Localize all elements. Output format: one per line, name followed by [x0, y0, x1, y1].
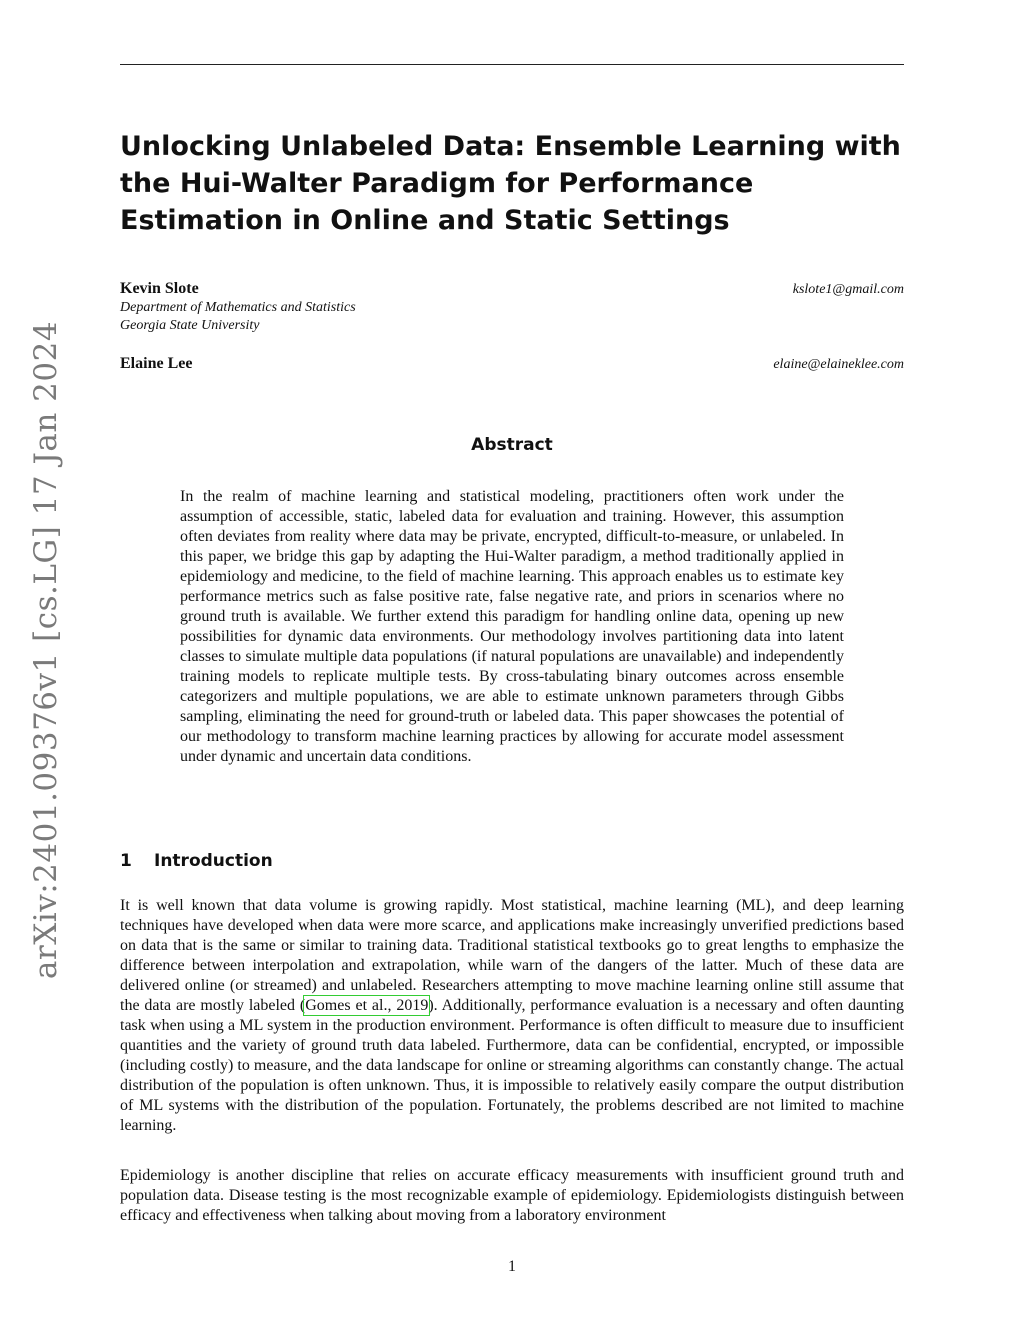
intro-paragraph-1 [120, 896, 904, 1136]
abstract-heading: Abstract [471, 435, 553, 455]
citation-link[interactable]: Gomes et al., 2019 [305, 997, 429, 1014]
page-number: 1 [508, 1258, 516, 1275]
author-email-2[interactable]: elaine@elaineklee.com [773, 357, 904, 372]
top-rule [120, 64, 904, 65]
author-name-1: Kevin Slote [120, 280, 199, 297]
arxiv-stamp: arXiv:2401.09376v1 [cs.LG] 17 Jan 2024 [28, 320, 64, 980]
author-affiliation-dept: Department of Mathematics and Statistics [120, 300, 356, 315]
abstract-text: In the realm of machine learning and statistical modeling, practitioners often work under the assumption of accessible, static, labeled data for evaluation and training. However, this assumption often deviates from reality where data may be private, encrypted, difficult-to-measure, or unlabeled. In this paper, we bridge this gap by adapting the Hui-Walter paradigm, a method traditionally applied in epidemiology and medicine, to the field of machine learning. This approach enables us to estimate key performance metrics such as false positive rate, false negative rate, and priors in scenarios where no ground truth is available. We further extend this paradigm for handling online data, opening up new possibilities for dynamic data environments. Our methodology involves partitioning data into latent classes to simulate multiple data populations (if natural populations are unavailable) and independently training models to replicate multiple tests. By cross-tabulating binary outcomes across ensemble categorizers and multiple populations, we are able to estimate unknown parameters through Gibbs sampling, eliminating the need for ground-truth or labeled data. This paper showcases the potential of our methodology to transform machine learning practices by allowing for accurate model assessment under dynamic and uncertain data conditions. [180, 488, 844, 765]
section-number: 1 [120, 851, 132, 871]
author-email-1[interactable]: kslote1@gmail.com [792, 282, 904, 297]
intro-text-before-citation: It is well known that data volume is growing rapidly. Most statistical, machine learning (ML), and deep learning techniques have developed when data were more scarce, and applications make increasingly unverified predictions based on data that is the same or similar to training data. Traditional statistical textbooks go to great lengths to emphasize the difference between interpolation and extrapolation, while warn of the dangers of the latter. Much of these data are delivered online (or streamed) and unlabeled. Researchers attempting to move machine learning online still assume that the data are mostly labeled ( [120, 897, 904, 1014]
section-heading [120, 851, 273, 871]
author-name-2: Elaine Lee [120, 355, 193, 372]
section-title: Introduction [154, 851, 273, 871]
author-affiliation-univ: Georgia State University [120, 318, 260, 333]
intro-paragraph-2: Epidemiology is another discipline that relies on accurate efficacy measurements with insufficient ground truth and population data. Disease testing is the most recognizable example of epidemiology. Epidemiologists distinguish between efficacy and effectiveness when talking about moving from a laboratory environment [120, 1167, 904, 1224]
intro-text-after-citation: ). Additionally, performance evaluation is a necessary and often daunting task when using a ML system in the production environment. Performance is often difficult to measure due to insufficient quantities and the variety of ground truth data labeled. Furthermore, data can be confidential, encrypted, or impossible (including costly) to measure, and the data landscape for online or streaming algorithms can constantly change. The actual distribution of the population is often unknown. Thus, it is impossible to relatively easily compare the output distribution of ML systems with the distribution of the population. Fortunately, the problems described are not limited to machine learning. [120, 997, 905, 1134]
paper-title: Unlocking Unlabeled Data: Ensemble Learning with the Hui-Walter Paradigm for Performance Estimation in Online and Static Settings [120, 131, 901, 236]
